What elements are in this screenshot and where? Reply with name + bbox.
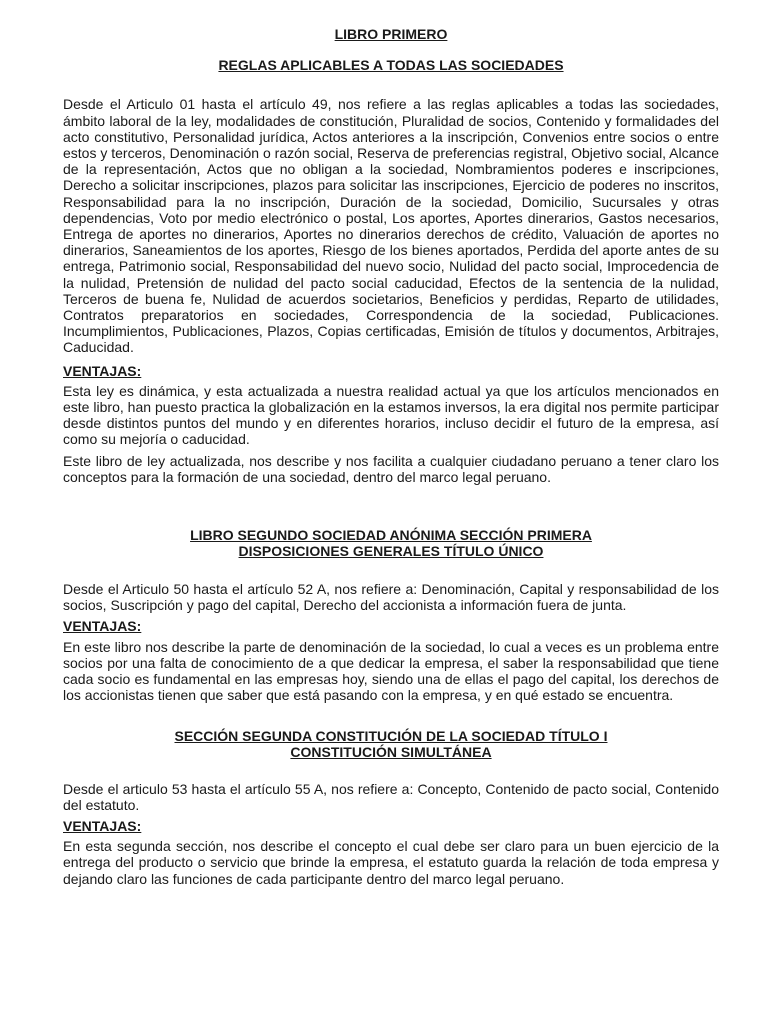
libro-primero-ventajas-p1: Esta ley es dinámica, y esta actualizada a nuestra realidad actual ya que los artículos mencionados en este libro, han puesto practica la globalización en la estamos inversos, la era digital nos permite participar desde distintos puntos del mundo y en diferentes horarios, incluso decidir el futuro de la empresa, así como su mejoría o caducidad.: [63, 382, 719, 448]
libro-primero-subtitle: REGLAS APLICABLES A TODAS LAS SOCIEDADES: [218, 57, 564, 74]
libro-segundo-title-line1: LIBRO SEGUNDO SOCIEDAD ANÓNIMA SECCIÓN PRIMERA: [190, 527, 592, 544]
libro-segundo-ventajas-label: VENTAJAS:: [63, 618, 142, 635]
libro-segundo-heading: [63, 527, 719, 559]
libro-primero-ventajas-p2: Este libro de ley actualizada, nos describe y nos facilita a cualquier ciudadano peruano a tener claro los conceptos para la formación de una sociedad, dentro del marco legal peruano.: [63, 452, 719, 485]
seccion-segunda-title-line2: CONSTITUCIÓN SIMULTÁNEA: [290, 743, 492, 760]
seccion-segunda-title-line1: SECCIÓN SEGUNDA CONSTITUCIÓN DE LA SOCIEDAD TÍTULO I: [174, 727, 608, 744]
libro-primero-ventajas-label: VENTAJAS:: [63, 362, 142, 379]
seccion-segunda-heading: [63, 728, 719, 760]
libro-segundo-ventajas-p1: En este libro nos describe la parte de denominación de la sociedad, lo cual a veces es un problema entre socios por una falta de conocimiento de a que dedicar la empresa, el saber la responsabilidad que tiene cada socio es fundamental en las empresas hoy, siendo una de ellas el pago del capital, los derechos de los accionistas tienen que saber que está pasando con la empresa, y en qué estado se encuentra.: [63, 638, 719, 704]
libro-segundo-body: Desde el Articulo 50 hasta el artículo 52 A, nos refiere a: Denominación, Capital y responsabilidad de los socios, Suscripción y pago del capital, Derecho del accionista a información fuera de junta.: [63, 581, 719, 614]
libro-segundo-title-line2: DISPOSICIONES GENERALES TÍTULO ÚNICO: [238, 543, 544, 560]
libro-primero-body: Desde el Articulo 01 hasta el artículo 49, nos refiere a las reglas aplicables a todas las sociedades, ámbito laboral de la ley, modalidades de constitución, Pluralidad de socios, Contenido y formalidades del acto constitutivo, Personalidad jurídica, Actos anteriores a la inscripción, Convenios entre socios o entre estos y terceros, Denominación o razón social, Reserva de preferencias registral, Objetivo social, Alcance de la representación, Actos que no obligan a la sociedad, Nombramientos poderes e inscripciones, Derecho a solicitar inscripciones, plazos para solicitar las inscripciones, Ejercicio de poderes no inscritos, Responsabilidad para la no inscripción, Duración de la sociedad, Domicilio, Sucursales y otras dependencias, Voto por medio electrónico o postal, Los aportes, Aportes dinerarios, Gastos necesarios, Entrega de aportes no dinerarios, Aportes no dinerarios derechos de crédito, Valuación de aportes no dinerarios, Saneamientos de los aportes, Riesgo de los bienes aportados, Perdida del aporte antes de su entrega, Patrimonio social, Responsabilidad del nuevo socio, Nulidad del pacto social, Improcedencia de la nulidad, Pretensión de nulidad del pacto social caducidad, Efectos de la sentencia de la nulidad, Terceros de buena fe, Nulidad de acuerdos societarios, Beneficios y perdidas, Reparto de utilidades, Contratos preparatorios en sociedades, Correspondencia de la sociedad, Publicaciones. Incumplimientos, Publicaciones, Plazos, Copias certificadas, Emisión de títulos y documentos, Arbitrajes, Caducidad.: [63, 96, 719, 356]
libro-primero-title: LIBRO PRIMERO: [334, 26, 448, 42]
seccion-segunda-ventajas-label: VENTAJAS:: [63, 817, 142, 834]
seccion-segunda-ventajas-p1: En esta segunda sección, nos describe el concepto el cual debe ser claro para un buen ejercicio de la entrega del producto o servicio que brinde la empresa, el estatuto guarda la relación de toda empresa y dejando claro las funciones de cada participante dentro del marco legal peruano.: [63, 838, 719, 887]
seccion-segunda-body: Desde el articulo 53 hasta el artículo 55 A, nos refiere a: Concepto, Contenido de pacto social, Contenido del estatuto.: [63, 780, 719, 813]
